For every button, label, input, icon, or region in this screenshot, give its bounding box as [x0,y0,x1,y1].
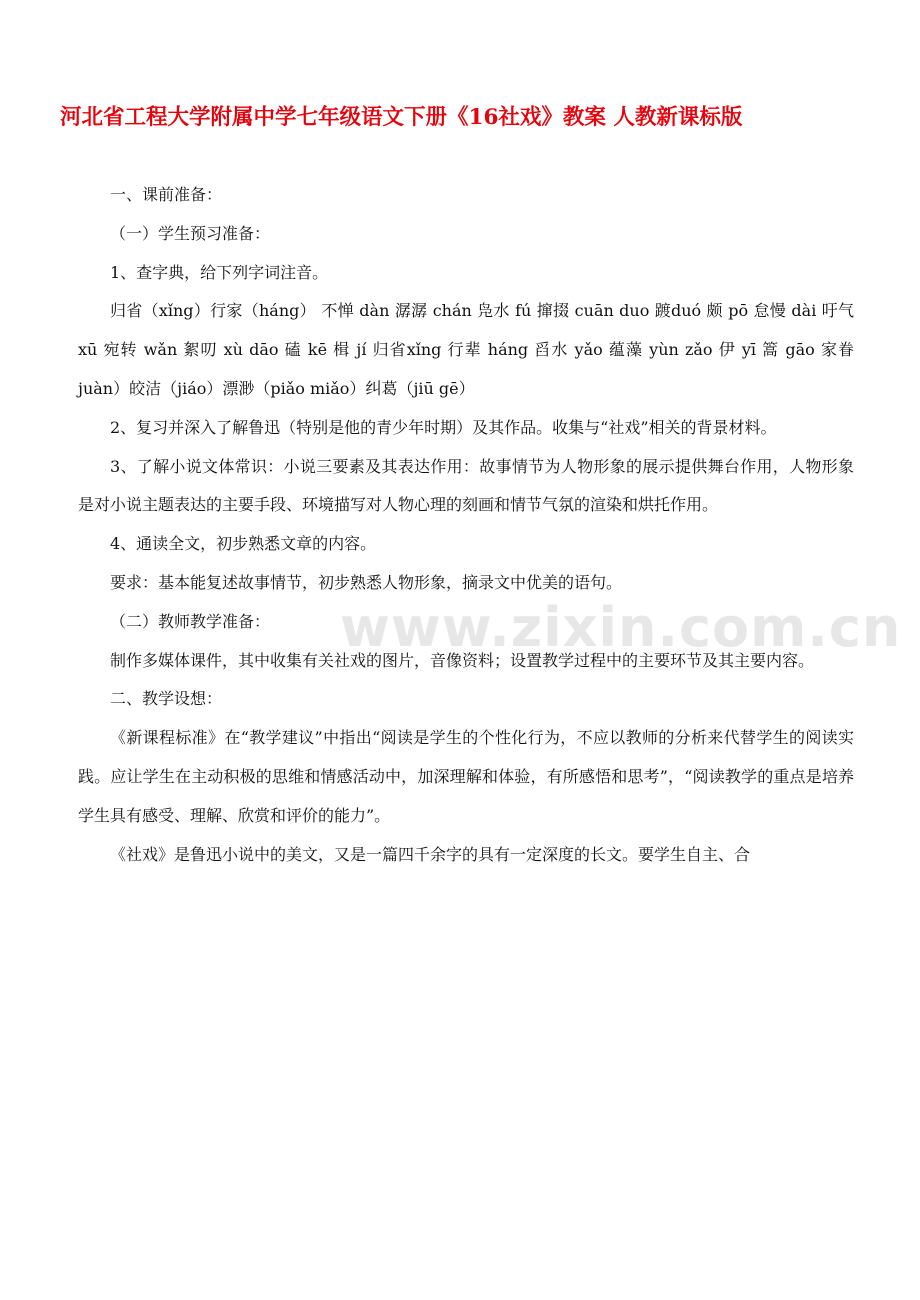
document-title: 河北省工程大学附属中学七年级语文下册《16社戏》教案 人教新课标版 [60,105,743,130]
paragraph-dictionary-task: 1、查字典，给下列字词注音。 [110,262,329,282]
paragraph-pinyin-list: 归省（xǐng）行家（háng） 不惮 dàn 潺潺 chán 凫水 fú 撺掇 cuān duo 踱duó 颇 pō 怠慢 dài 吁气 xū 宛转 wǎn 絮叨 xù dāo 磕 kē 楫 jí 归省xǐng 行辈 háng 舀水 yǎo 蕴藻 yùn zǎo 伊 yī 篙 gāo 家眷 juàn）皎洁（jiáo）漂渺（piǎo miǎo）纠葛（jiū gē） [78,301,854,398]
paragraph-read-through: 4、通读全文，初步熟悉文章的内容。 [110,534,377,554]
paragraph-multimedia: 制作多媒体课件，其中收集有关社戏的图片，音像资料；设置教学过程中的主要环节及其主要内容。 [110,650,815,670]
subsection-heading-student-prep: （一）学生预习准备： [110,223,271,243]
section-heading-design: 二、教学设想： [110,689,223,709]
paragraph-novel-knowledge: 3、了解小说文体常识：小说三要素及其表达作用：故事情节为人物形象的展示提供舞台作用，人物形象是对小说主题表达的主要手段、环境描写对人物心理的刻画和情节气氛的渲染和烘托作用。 [78,456,854,515]
paragraph-review-luxun: 2、复习并深入了解鲁迅（特别是他的青少年时期）及其作品。收集与“社戏”相关的背景材料。 [110,417,777,437]
subsection-heading-teacher-prep: （二）教师教学准备： [110,611,271,631]
document-body [78,176,854,874]
paragraph-requirements: 要求：基本能复述故事情节，初步熟悉人物形象，摘录文中优美的语句。 [110,572,623,592]
section-heading-preparation: 一、课前准备： [110,185,223,204]
paragraph-curriculum-standard: 《新课程标准》在“教学建议”中指出“阅读是学生的个性化行为，不应以教师的分析来代替学生的阅读实践。应让学生在主动积极的思维和情感活动中，加深理解和体验，有所感悟和思考”，“阅读教学的重点是培养学生具有感受、理解、欣赏和评价的能力”。 [78,728,854,825]
watermark: www.zixin.com.cn [340,596,902,659]
paragraph-shexi-intro: 《社戏》是鲁迅小说中的美文，又是一篇四千余字的具有一定深度的长文。要学生自主、合 [110,844,751,864]
